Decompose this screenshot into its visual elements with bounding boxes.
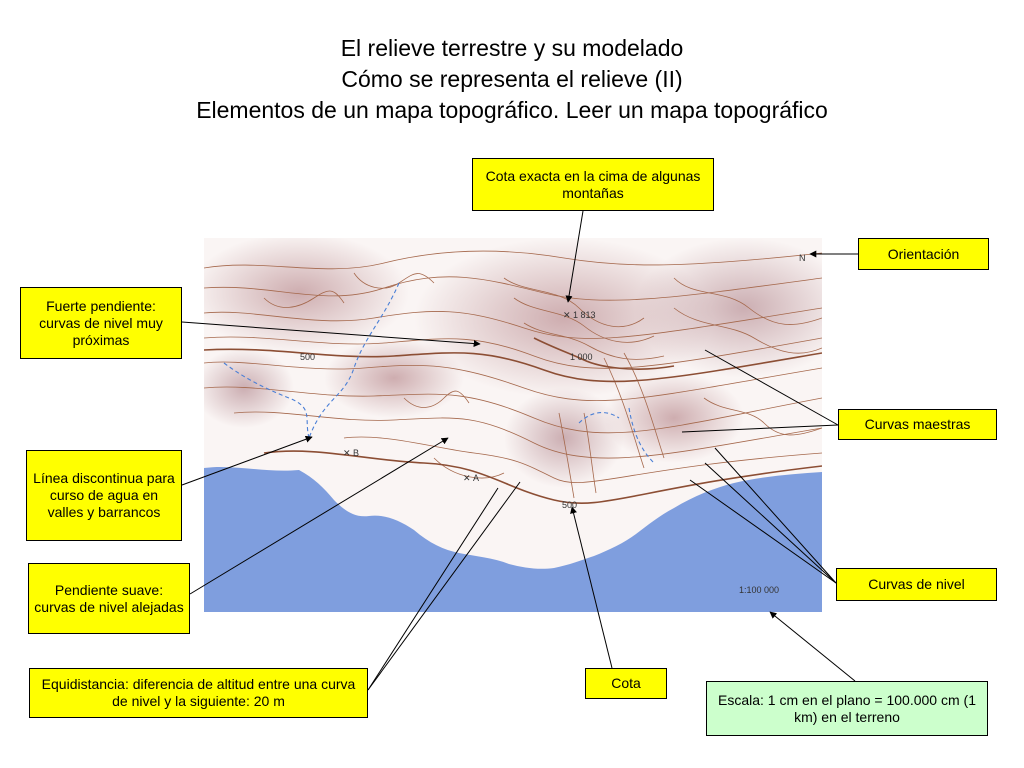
callout-equidistancia: Equidistancia: diferencia de altitud entre una curva de nivel y la siguiente: 20 m (29, 668, 368, 718)
arrow-escala (770, 612, 855, 681)
north-label: N (799, 253, 806, 263)
map-graphic (204, 238, 822, 612)
callout-cota-exacta: Cota exacta en la cima de algunas montañas (472, 158, 714, 211)
title-line-3: Elementos de un mapa topográfico. Leer un mapa topográfico (196, 97, 828, 123)
slide-title (0, 33, 1024, 126)
point-a-label: A (473, 473, 480, 483)
contour-label-500-left: 500 (300, 352, 316, 362)
scale-label: 1:100 000 (739, 585, 780, 595)
callout-pendiente-suave: Pendiente suave: curvas de nivel alejadas (28, 563, 190, 634)
contour-label-500-center: 500 (562, 500, 578, 510)
point-b-label: B (353, 448, 360, 458)
callout-cota: Cota (585, 668, 667, 699)
callout-orientacion: Orientación (858, 238, 989, 270)
callout-curvas-de-nivel: Curvas de nivel (836, 568, 997, 601)
callout-fuerte-pendiente: Fuerte pendiente: curvas de nivel muy próximas (20, 287, 182, 359)
peak-marker: ✕ (563, 310, 571, 320)
point-b-marker: ✕ (343, 448, 351, 458)
title-line-2: Cómo se representa el relieve (II) (341, 66, 683, 92)
topographic-map (204, 238, 822, 612)
peak-label: 1 813 (573, 310, 596, 320)
contour-label-1000: 1 000 (570, 352, 593, 362)
callout-curvas-maestras: Curvas maestras (838, 409, 997, 440)
title-line-1: El relieve terrestre y su modelado (340, 35, 684, 61)
point-a-marker: ✕ (463, 473, 471, 483)
callout-escala: Escala: 1 cm en el plano = 100.000 cm (1 km) en el terreno (706, 681, 988, 736)
callout-linea-discontinua: Línea discontinua para curso de agua en valles y barrancos (26, 450, 182, 541)
